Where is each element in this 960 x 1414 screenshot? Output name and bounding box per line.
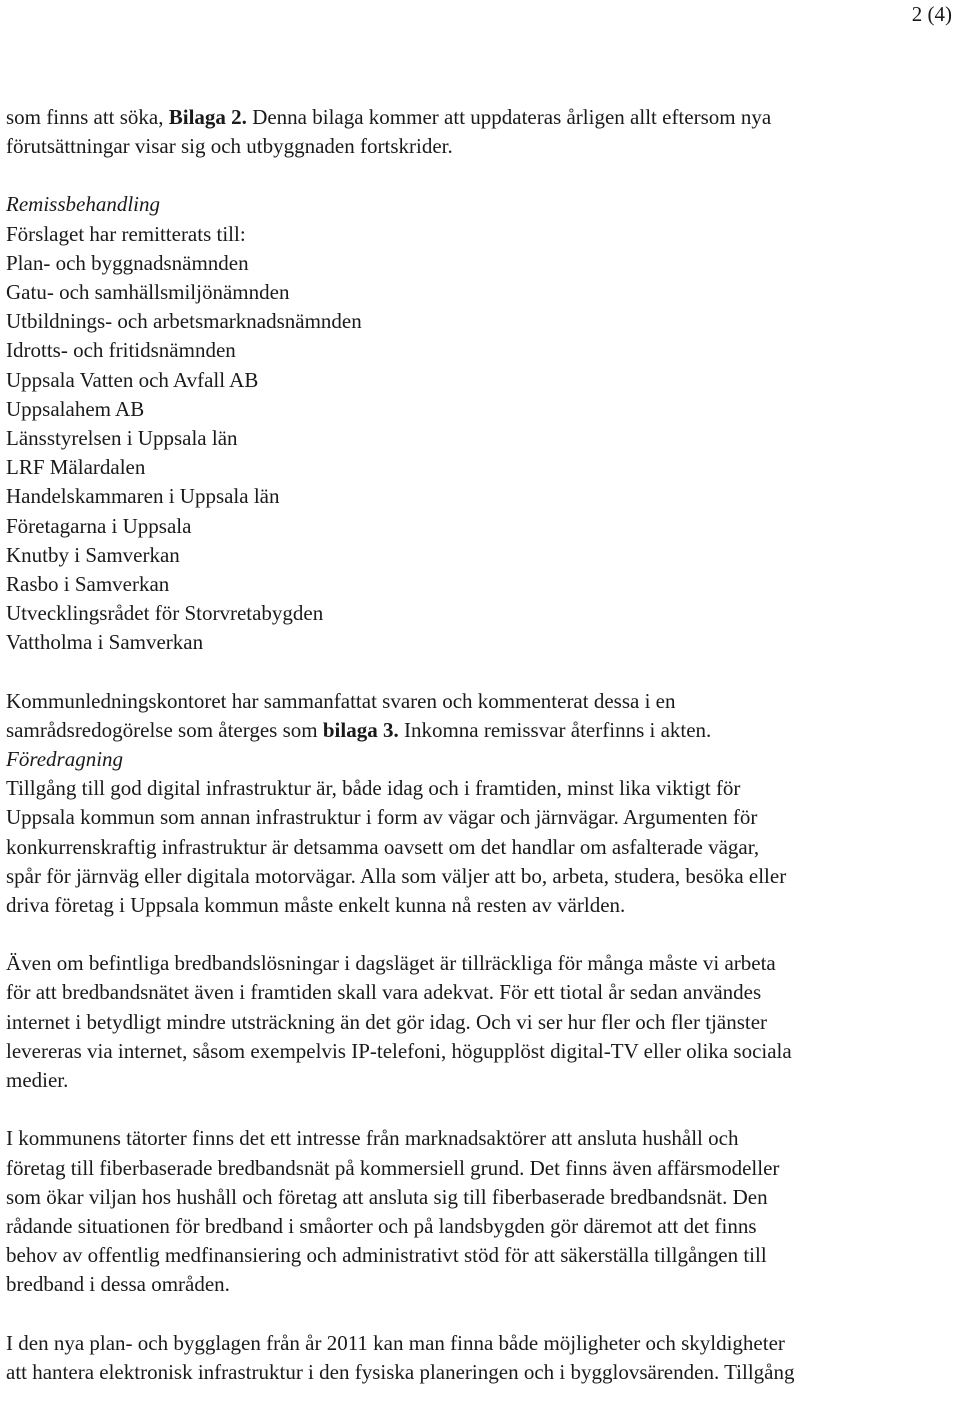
- list-item: Företagarna i Uppsala: [6, 513, 192, 538]
- intro-line-1: [6, 103, 958, 132]
- list-item: Länsstyrelsen i Uppsala län: [6, 426, 238, 451]
- bilaga-3-reference: bilaga 3.: [322, 717, 399, 742]
- bilaga-2-reference: Bilaga 2.: [168, 105, 247, 129]
- list-item: Knutby i Samverkan: [6, 542, 180, 567]
- paragraph-line: levereras via internet, såsom exempelvis IP-telefoni, högupplöst digital-TV eller olika sociala: [6, 1038, 792, 1063]
- summary-line-1: Kommunledningskontoret har sammanfattat svaren och kommenterat dessa i en: [6, 688, 676, 713]
- paragraph-line: Även om befintliga bredbandslösningar i dagsläget är tillräckliga för många måste vi arbeta: [6, 951, 776, 976]
- foredragning-heading: Föredragning: [6, 747, 124, 772]
- list-item: Rasbo i Samverkan: [6, 572, 170, 597]
- paragraph-line: för att bredbandsnätet även i framtiden skall vara adekvat. För ett tiotal år sedan användes: [6, 980, 762, 1005]
- document-body: [6, 103, 958, 1387]
- paragraph-line: bredband i dessa områden.: [6, 1272, 230, 1297]
- foredragning-paragraph-1: [6, 774, 958, 920]
- paragraph-line: spår för järnväg eller digitala motorvägar. Alla som väljer att bo, arbeta, studera, besöka eller: [6, 863, 787, 888]
- summary-text: Inkomna remissvar återfinns i akten.: [398, 717, 712, 742]
- paragraph-line: konkurrenskraftig infrastruktur är detsamma oavsett om det handlar om asfalterade vägar,: [6, 834, 760, 859]
- summary-text: samrådsredogörelse som återges som: [6, 717, 323, 742]
- list-item: Vattholma i Samverkan: [6, 630, 204, 655]
- list-item: Idrotts- och fritidsnämnden: [6, 338, 236, 363]
- intro-line-2: förutsättningar visar sig och utbyggnaden fortskrider.: [6, 134, 453, 159]
- list-item: Handelskammaren i Uppsala län: [6, 484, 280, 509]
- list-item: Plan- och byggnadsnämnden: [6, 250, 249, 275]
- foredragning-paragraph-4: [6, 1329, 958, 1387]
- intro-text: Denna bilaga kommer att uppdateras årligen allt eftersom nya: [246, 105, 772, 129]
- list-item: Gatu- och samhällsmiljönämnden: [6, 280, 290, 305]
- paragraph-line: som ökar viljan hos hushåll och företag att ansluta sig till fiberbaserade bredbandsnät. Den: [6, 1184, 768, 1209]
- remiss-heading: Remissbehandling: [6, 192, 160, 217]
- paragraph-line: Tillgång till god digital infrastruktur är, både idag och i framtiden, minst lika viktigt för: [6, 776, 741, 801]
- foredragning-paragraph-3: [6, 1124, 958, 1299]
- list-item: Utbildnings- och arbetsmarknadsnämnden: [6, 309, 362, 334]
- paragraph-line: Uppsala kommun som annan infrastruktur i form av vägar och järnvägar. Argumenten för: [6, 805, 758, 830]
- remiss-summary: [6, 687, 958, 745]
- list-item: Utvecklingsrådet för Storvretabygden: [6, 601, 324, 626]
- foredragning-paragraph-2: [6, 949, 958, 1095]
- paragraph-line: internet i betydligt mindre utsträckning än det gör idag. Och vi ser hur fler och fler tjänster: [6, 1009, 768, 1034]
- page-number: 2 (4): [911, 2, 952, 26]
- paragraph-line: behov av offentlig medfinansiering och administrativt stöd för att säkerställa tillgången till: [6, 1243, 767, 1268]
- recipient-list: [6, 249, 958, 658]
- intro-paragraph: [6, 103, 958, 161]
- paragraph-line: medier.: [6, 1068, 69, 1093]
- intro-text: som finns att söka,: [6, 105, 169, 129]
- paragraph-line: att hantera elektronisk infrastruktur i den fysiska planeringen och i bygglovsärenden. Tillgång: [6, 1359, 795, 1384]
- paragraph-line: företag till fiberbaserade bredbandsnät på kommersiell grund. Det finns även affärsmodeller: [6, 1155, 780, 1180]
- list-item: Uppsala Vatten och Avfall AB: [6, 367, 259, 392]
- summary-line-2: [6, 716, 958, 745]
- list-item: Uppsalahem AB: [6, 396, 145, 421]
- paragraph-line: I den nya plan- och bygglagen från år 2011 kan man finna både möjligheter och skyldigheter: [6, 1330, 785, 1355]
- remiss-intro: Förslaget har remitterats till:: [6, 221, 246, 246]
- list-item: LRF Mälardalen: [6, 455, 146, 480]
- paragraph-line: I kommunens tätorter finns det ett intresse från marknadsaktörer att ansluta hushåll och: [6, 1126, 739, 1151]
- paragraph-line: driva företag i Uppsala kommun måste enkelt kunna nå resten av världen.: [6, 893, 626, 918]
- paragraph-line: rådande situationen för bredband i småorter och på landsbygden gör däremot att det finns: [6, 1213, 757, 1238]
